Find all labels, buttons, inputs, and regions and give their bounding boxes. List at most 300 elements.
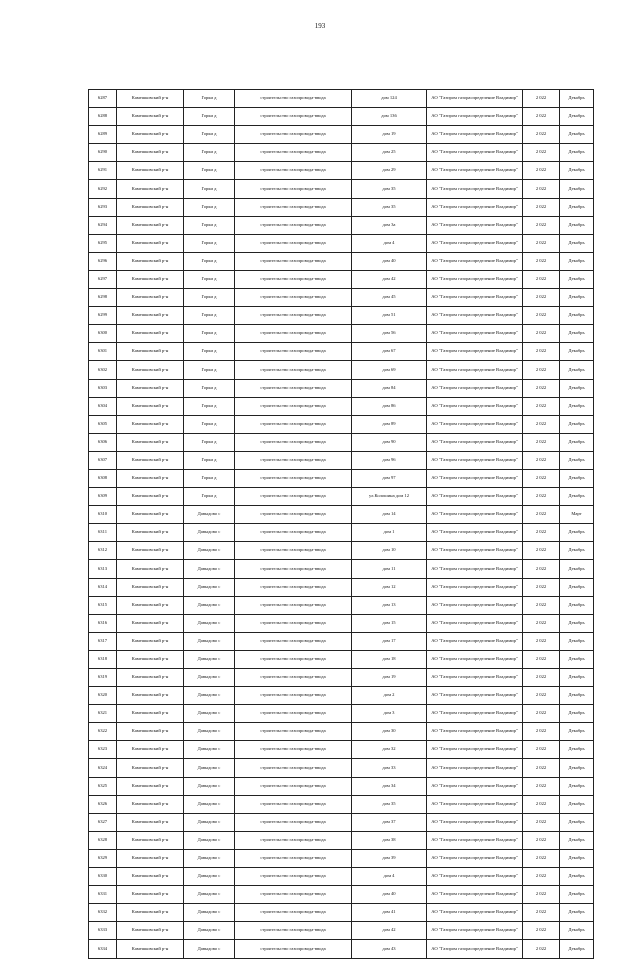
work-type-cell: строительство газопровода-ввода <box>235 940 352 958</box>
table-row <box>89 795 594 813</box>
address-cell: дом 96 <box>352 451 427 469</box>
address-cell: дом 4 <box>352 868 427 886</box>
organization-cell: АО "Газпром газораспределение Владимир" <box>427 488 523 506</box>
organization-cell: АО "Газпром газораспределение Владимир" <box>427 180 523 198</box>
year-cell: 2 022 <box>523 614 560 632</box>
row-number-cell: 6298 <box>89 289 117 307</box>
work-type-cell: строительство газопровода-ввода <box>235 433 352 451</box>
month-cell: Декабрь <box>560 578 594 596</box>
address-cell: дом 41 <box>352 904 427 922</box>
month-cell: Декабрь <box>560 252 594 270</box>
district-cell: Камешковский р-н <box>117 325 184 343</box>
district-cell: Камешковский р-н <box>117 578 184 596</box>
district-cell: Камешковский р-н <box>117 415 184 433</box>
address-cell: дом 43 <box>352 940 427 958</box>
month-cell: Декабрь <box>560 216 594 234</box>
work-type-cell: строительство газопровода-ввода <box>235 415 352 433</box>
year-cell: 2 022 <box>523 849 560 867</box>
table-row <box>89 614 594 632</box>
year-cell: 2 022 <box>523 922 560 940</box>
organization-cell: АО "Газпром газораспределение Владимир" <box>427 325 523 343</box>
table-row <box>89 415 594 433</box>
year-cell: 2 022 <box>523 795 560 813</box>
organization-cell: АО "Газпром газораспределение Владимир" <box>427 741 523 759</box>
work-type-cell: строительство газопровода-ввода <box>235 560 352 578</box>
row-number-cell: 6315 <box>89 596 117 614</box>
table-row <box>89 270 594 288</box>
row-number-cell: 6287 <box>89 90 117 108</box>
table-row <box>89 469 594 487</box>
organization-cell: АО "Газпром газораспределение Владимир" <box>427 397 523 415</box>
work-type-cell: строительство газопровода-ввода <box>235 741 352 759</box>
organization-cell: АО "Газпром газораспределение Владимир" <box>427 234 523 252</box>
row-number-cell: 6325 <box>89 777 117 795</box>
year-cell: 2 022 <box>523 524 560 542</box>
district-cell: Камешковский р-н <box>117 506 184 524</box>
year-cell: 2 022 <box>523 307 560 325</box>
month-cell: Декабрь <box>560 144 594 162</box>
work-type-cell: строительство газопровода-ввода <box>235 813 352 831</box>
organization-cell: АО "Газпром газораспределение Владимир" <box>427 90 523 108</box>
district-cell: Камешковский р-н <box>117 451 184 469</box>
month-cell: Декабрь <box>560 180 594 198</box>
year-cell: 2 022 <box>523 325 560 343</box>
work-type-cell: строительство газопровода-ввода <box>235 397 352 415</box>
year-cell: 2 022 <box>523 379 560 397</box>
year-cell: 2 022 <box>523 777 560 795</box>
address-cell: дом 35 <box>352 198 427 216</box>
month-cell: Декабрь <box>560 270 594 288</box>
month-cell: Декабрь <box>560 524 594 542</box>
district-cell: Камешковский р-н <box>117 252 184 270</box>
organization-cell: АО "Газпром газораспределение Владимир" <box>427 578 523 596</box>
locality-cell: Давыдово с <box>184 687 235 705</box>
table-row <box>89 234 594 252</box>
month-cell: Декабрь <box>560 126 594 144</box>
month-cell: Декабрь <box>560 433 594 451</box>
year-cell: 2 022 <box>523 904 560 922</box>
row-number-cell: 6312 <box>89 542 117 560</box>
address-cell: дом 38 <box>352 831 427 849</box>
district-cell: Камешковский р-н <box>117 216 184 234</box>
locality-cell: Давыдово с <box>184 614 235 632</box>
locality-cell: Давыдово с <box>184 632 235 650</box>
organization-cell: АО "Газпром газораспределение Владимир" <box>427 687 523 705</box>
locality-cell: Давыдово с <box>184 940 235 958</box>
row-number-cell: 6293 <box>89 198 117 216</box>
address-cell: дом 29 <box>352 162 427 180</box>
address-cell: дом 37 <box>352 813 427 831</box>
month-cell: Декабрь <box>560 451 594 469</box>
work-type-cell: строительство газопровода-ввода <box>235 343 352 361</box>
address-cell: дом 11 <box>352 560 427 578</box>
year-cell: 2 022 <box>523 415 560 433</box>
work-type-cell: строительство газопровода-ввода <box>235 488 352 506</box>
work-type-cell: строительство газопровода-ввода <box>235 795 352 813</box>
organization-cell: АО "Газпром газораспределение Владимир" <box>427 596 523 614</box>
district-cell: Камешковский р-н <box>117 868 184 886</box>
month-cell: Декабрь <box>560 723 594 741</box>
organization-cell: АО "Газпром газораспределение Владимир" <box>427 361 523 379</box>
organization-cell: АО "Газпром газораспределение Владимир" <box>427 650 523 668</box>
table-row <box>89 108 594 126</box>
table-row <box>89 868 594 886</box>
month-cell: Декабрь <box>560 361 594 379</box>
locality-cell: Горки д <box>184 216 235 234</box>
row-number-cell: 6314 <box>89 578 117 596</box>
row-number-cell: 6291 <box>89 162 117 180</box>
district-cell: Камешковский р-н <box>117 813 184 831</box>
row-number-cell: 6313 <box>89 560 117 578</box>
work-type-cell: строительство газопровода-ввода <box>235 831 352 849</box>
address-cell: дом 25 <box>352 144 427 162</box>
locality-cell: Давыдово с <box>184 669 235 687</box>
year-cell: 2 022 <box>523 723 560 741</box>
address-cell: дом 2 <box>352 687 427 705</box>
district-cell: Камешковский р-н <box>117 795 184 813</box>
row-number-cell: 6303 <box>89 379 117 397</box>
organization-cell: АО "Газпром газораспределение Владимир" <box>427 198 523 216</box>
month-cell: Декабрь <box>560 397 594 415</box>
row-number-cell: 6292 <box>89 180 117 198</box>
work-type-cell: строительство газопровода-ввода <box>235 307 352 325</box>
row-number-cell: 6309 <box>89 488 117 506</box>
district-cell: Камешковский р-н <box>117 469 184 487</box>
locality-cell: Горки д <box>184 144 235 162</box>
district-cell: Камешковский р-н <box>117 632 184 650</box>
locality-cell: Давыдово с <box>184 542 235 560</box>
year-cell: 2 022 <box>523 162 560 180</box>
organization-cell: АО "Газпром газораспределение Владимир" <box>427 144 523 162</box>
table-row <box>89 180 594 198</box>
table-row <box>89 723 594 741</box>
row-number-cell: 6310 <box>89 506 117 524</box>
month-cell: Декабрь <box>560 705 594 723</box>
district-cell: Камешковский р-н <box>117 849 184 867</box>
locality-cell: Горки д <box>184 126 235 144</box>
district-cell: Камешковский р-н <box>117 705 184 723</box>
district-cell: Камешковский р-н <box>117 614 184 632</box>
organization-cell: АО "Газпром газораспределение Владимир" <box>427 415 523 433</box>
month-cell: Декабрь <box>560 687 594 705</box>
year-cell: 2 022 <box>523 669 560 687</box>
organization-cell: АО "Газпром газораспределение Владимир" <box>427 469 523 487</box>
district-cell: Камешковский р-н <box>117 397 184 415</box>
table-row <box>89 759 594 777</box>
year-cell: 2 022 <box>523 705 560 723</box>
month-cell: Декабрь <box>560 741 594 759</box>
month-cell: Декабрь <box>560 198 594 216</box>
table-row <box>89 90 594 108</box>
address-cell: дом 32 <box>352 741 427 759</box>
organization-cell: АО "Газпром газораспределение Владимир" <box>427 542 523 560</box>
row-number-cell: 6323 <box>89 741 117 759</box>
district-cell: Камешковский р-н <box>117 108 184 126</box>
address-cell: дом 89 <box>352 415 427 433</box>
address-cell: дом 69 <box>352 361 427 379</box>
table-row <box>89 198 594 216</box>
address-cell: дом 51 <box>352 307 427 325</box>
work-type-cell: строительство газопровода-ввода <box>235 904 352 922</box>
table-row <box>89 252 594 270</box>
district-cell: Камешковский р-н <box>117 307 184 325</box>
address-cell: дом 4 <box>352 234 427 252</box>
locality-cell: Горки д <box>184 198 235 216</box>
address-cell: дом 1 <box>352 524 427 542</box>
month-cell: Декабрь <box>560 469 594 487</box>
address-cell: дом 97 <box>352 469 427 487</box>
address-cell: дом 40 <box>352 252 427 270</box>
district-cell: Камешковский р-н <box>117 162 184 180</box>
month-cell: Декабрь <box>560 632 594 650</box>
organization-cell: АО "Газпром газораспределение Владимир" <box>427 795 523 813</box>
table-row <box>89 687 594 705</box>
district-cell: Камешковский р-н <box>117 831 184 849</box>
table-row <box>89 216 594 234</box>
district-cell: Камешковский р-н <box>117 488 184 506</box>
organization-cell: АО "Газпром газораспределение Владимир" <box>427 777 523 795</box>
month-cell: Декабрь <box>560 343 594 361</box>
row-number-cell: 6295 <box>89 234 117 252</box>
district-cell: Камешковский р-н <box>117 343 184 361</box>
year-cell: 2 022 <box>523 687 560 705</box>
locality-cell: Давыдово с <box>184 813 235 831</box>
work-type-cell: строительство газопровода-ввода <box>235 506 352 524</box>
work-type-cell: строительство газопровода-ввода <box>235 596 352 614</box>
locality-cell: Горки д <box>184 488 235 506</box>
year-cell: 2 022 <box>523 433 560 451</box>
year-cell: 2 022 <box>523 632 560 650</box>
year-cell: 2 022 <box>523 90 560 108</box>
year-cell: 2 022 <box>523 397 560 415</box>
year-cell: 2 022 <box>523 180 560 198</box>
locality-cell: Горки д <box>184 469 235 487</box>
locality-cell: Горки д <box>184 397 235 415</box>
organization-cell: АО "Газпром газораспределение Владимир" <box>427 632 523 650</box>
address-cell: дом 124 <box>352 90 427 108</box>
organization-cell: АО "Газпром газораспределение Владимир" <box>427 216 523 234</box>
locality-cell: Давыдово с <box>184 904 235 922</box>
table-row <box>89 741 594 759</box>
locality-cell: Горки д <box>184 325 235 343</box>
registry-table <box>88 89 594 959</box>
month-cell: Декабрь <box>560 596 594 614</box>
month-cell: Декабрь <box>560 162 594 180</box>
locality-cell: Давыдово с <box>184 759 235 777</box>
table-row <box>89 669 594 687</box>
locality-cell: Горки д <box>184 289 235 307</box>
work-type-cell: строительство газопровода-ввода <box>235 361 352 379</box>
locality-cell: Горки д <box>184 180 235 198</box>
table-row <box>89 705 594 723</box>
registry-table-body <box>89 90 594 959</box>
organization-cell: АО "Газпром газораспределение Владимир" <box>427 940 523 958</box>
organization-cell: АО "Газпром газораспределение Владимир" <box>427 108 523 126</box>
locality-cell: Давыдово с <box>184 723 235 741</box>
work-type-cell: строительство газопровода-ввода <box>235 922 352 940</box>
row-number-cell: 6300 <box>89 325 117 343</box>
district-cell: Камешковский р-н <box>117 90 184 108</box>
locality-cell: Давыдово с <box>184 506 235 524</box>
table-row <box>89 144 594 162</box>
district-cell: Камешковский р-н <box>117 542 184 560</box>
table-row <box>89 632 594 650</box>
district-cell: Камешковский р-н <box>117 596 184 614</box>
district-cell: Камешковский р-н <box>117 144 184 162</box>
year-cell: 2 022 <box>523 578 560 596</box>
work-type-cell: строительство газопровода-ввода <box>235 180 352 198</box>
work-type-cell: строительство газопровода-ввода <box>235 614 352 632</box>
row-number-cell: 6304 <box>89 397 117 415</box>
district-cell: Камешковский р-н <box>117 886 184 904</box>
organization-cell: АО "Газпром газораспределение Владимир" <box>427 289 523 307</box>
table-row <box>89 578 594 596</box>
address-cell: дом 18 <box>352 650 427 668</box>
organization-cell: АО "Газпром газораспределение Владимир" <box>427 126 523 144</box>
address-cell: дом 67 <box>352 343 427 361</box>
locality-cell: Горки д <box>184 162 235 180</box>
organization-cell: АО "Газпром газораспределение Владимир" <box>427 252 523 270</box>
locality-cell: Давыдово с <box>184 922 235 940</box>
table-row <box>89 433 594 451</box>
table-row <box>89 361 594 379</box>
year-cell: 2 022 <box>523 289 560 307</box>
locality-cell: Давыдово с <box>184 795 235 813</box>
organization-cell: АО "Газпром газораспределение Владимир" <box>427 270 523 288</box>
month-cell: Декабрь <box>560 922 594 940</box>
district-cell: Камешковский р-н <box>117 560 184 578</box>
year-cell: 2 022 <box>523 343 560 361</box>
work-type-cell: строительство газопровода-ввода <box>235 270 352 288</box>
locality-cell: Горки д <box>184 307 235 325</box>
work-type-cell: строительство газопровода-ввода <box>235 632 352 650</box>
work-type-cell: строительство газопровода-ввода <box>235 252 352 270</box>
year-cell: 2 022 <box>523 198 560 216</box>
year-cell: 2 022 <box>523 813 560 831</box>
organization-cell: АО "Газпром газораспределение Владимир" <box>427 759 523 777</box>
row-number-cell: 6318 <box>89 650 117 668</box>
locality-cell: Горки д <box>184 90 235 108</box>
address-cell: дом 10 <box>352 542 427 560</box>
district-cell: Камешковский р-н <box>117 650 184 668</box>
year-cell: 2 022 <box>523 596 560 614</box>
row-number-cell: 6308 <box>89 469 117 487</box>
locality-cell: Горки д <box>184 108 235 126</box>
locality-cell: Горки д <box>184 451 235 469</box>
month-cell: Декабрь <box>560 759 594 777</box>
month-cell: Декабрь <box>560 234 594 252</box>
address-cell: дом 40 <box>352 886 427 904</box>
organization-cell: АО "Газпром газораспределение Владимир" <box>427 813 523 831</box>
locality-cell: Давыдово с <box>184 868 235 886</box>
table-row <box>89 162 594 180</box>
month-cell: Декабрь <box>560 904 594 922</box>
month-cell: Декабрь <box>560 379 594 397</box>
work-type-cell: строительство газопровода-ввода <box>235 759 352 777</box>
year-cell: 2 022 <box>523 759 560 777</box>
row-number-cell: 6317 <box>89 632 117 650</box>
district-cell: Камешковский р-н <box>117 379 184 397</box>
address-cell: дом 19 <box>352 669 427 687</box>
year-cell: 2 022 <box>523 488 560 506</box>
work-type-cell: строительство газопровода-ввода <box>235 723 352 741</box>
district-cell: Камешковский р-н <box>117 687 184 705</box>
work-type-cell: строительство газопровода-ввода <box>235 126 352 144</box>
locality-cell: Давыдово с <box>184 849 235 867</box>
year-cell: 2 022 <box>523 940 560 958</box>
table-row <box>89 451 594 469</box>
address-cell: дом 35 <box>352 795 427 813</box>
year-cell: 2 022 <box>523 650 560 668</box>
work-type-cell: строительство газопровода-ввода <box>235 669 352 687</box>
row-number-cell: 6333 <box>89 922 117 940</box>
row-number-cell: 6305 <box>89 415 117 433</box>
work-type-cell: строительство газопровода-ввода <box>235 469 352 487</box>
address-cell: дом 33 <box>352 759 427 777</box>
district-cell: Камешковский р-н <box>117 361 184 379</box>
row-number-cell: 6301 <box>89 343 117 361</box>
locality-cell: Давыдово с <box>184 524 235 542</box>
month-cell: Декабрь <box>560 614 594 632</box>
work-type-cell: строительство газопровода-ввода <box>235 198 352 216</box>
month-cell: Декабрь <box>560 795 594 813</box>
table-row <box>89 506 594 524</box>
month-cell: Декабрь <box>560 886 594 904</box>
year-cell: 2 022 <box>523 560 560 578</box>
work-type-cell: строительство газопровода-ввода <box>235 325 352 343</box>
organization-cell: АО "Газпром газораспределение Владимир" <box>427 307 523 325</box>
address-cell: дом 30 <box>352 723 427 741</box>
year-cell: 2 022 <box>523 270 560 288</box>
year-cell: 2 022 <box>523 451 560 469</box>
year-cell: 2 022 <box>523 108 560 126</box>
district-cell: Камешковский р-н <box>117 759 184 777</box>
locality-cell: Давыдово с <box>184 886 235 904</box>
district-cell: Камешковский р-н <box>117 669 184 687</box>
table-row <box>89 813 594 831</box>
work-type-cell: строительство газопровода-ввода <box>235 162 352 180</box>
locality-cell: Горки д <box>184 433 235 451</box>
month-cell: Декабрь <box>560 560 594 578</box>
row-number-cell: 6311 <box>89 524 117 542</box>
month-cell: Декабрь <box>560 542 594 560</box>
month-cell: Март <box>560 506 594 524</box>
row-number-cell: 6332 <box>89 904 117 922</box>
row-number-cell: 6307 <box>89 451 117 469</box>
year-cell: 2 022 <box>523 126 560 144</box>
year-cell: 2 022 <box>523 868 560 886</box>
table-row <box>89 289 594 307</box>
address-cell: дом 34 <box>352 777 427 795</box>
district-cell: Камешковский р-н <box>117 433 184 451</box>
row-number-cell: 6306 <box>89 433 117 451</box>
row-number-cell: 6299 <box>89 307 117 325</box>
year-cell: 2 022 <box>523 506 560 524</box>
table-row <box>89 488 594 506</box>
work-type-cell: строительство газопровода-ввода <box>235 108 352 126</box>
organization-cell: АО "Газпром газораспределение Владимир" <box>427 524 523 542</box>
table-row <box>89 831 594 849</box>
year-cell: 2 022 <box>523 252 560 270</box>
locality-cell: Давыдово с <box>184 741 235 759</box>
organization-cell: АО "Газпром газораспределение Владимир" <box>427 831 523 849</box>
row-number-cell: 6329 <box>89 849 117 867</box>
year-cell: 2 022 <box>523 361 560 379</box>
table-row <box>89 397 594 415</box>
row-number-cell: 6297 <box>89 270 117 288</box>
table-row <box>89 650 594 668</box>
row-number-cell: 6319 <box>89 669 117 687</box>
